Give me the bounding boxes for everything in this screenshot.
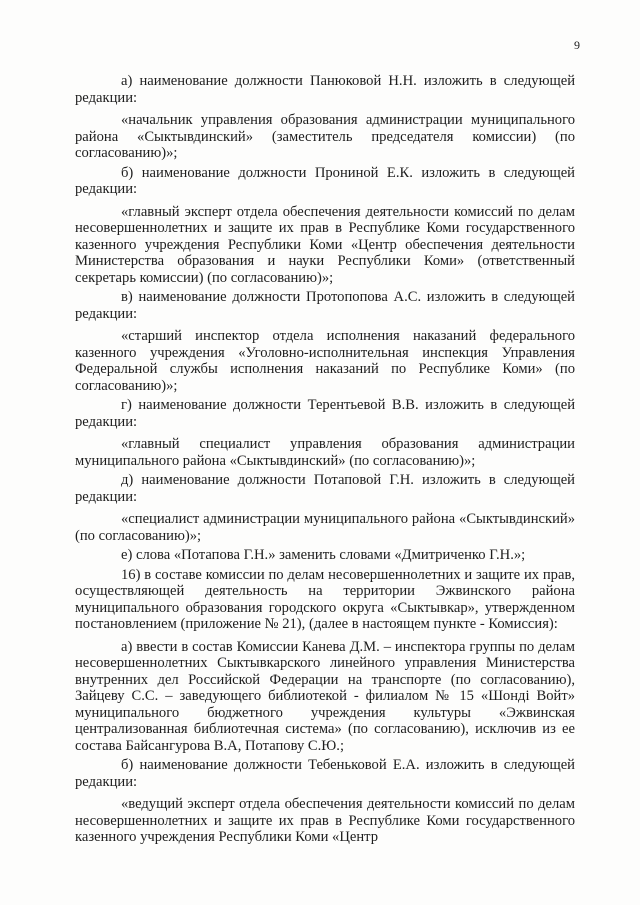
quote-tebenkova-position: «ведущий эксперт отдела обеспечения деятельности комиссий по делам несовершеннолетних и защите их прав в Республике Коми государственного казенного учреждения Республики Коми «Центр: [75, 796, 575, 845]
quote-panyukova-position: «начальник управления образования администрации муниципального района «Сыктывдинский» (заместитель председателя комиссии) (по согласованию)»;: [75, 112, 575, 161]
quote-potapova-position: «специалист администрации муниципального района «Сыктывдинский» (по согласованию)»;: [75, 511, 575, 544]
paragraph-g-terentyeva: г) наименование должности Терентьевой В.В. изложить в следующей редакции:: [75, 397, 575, 430]
paragraph-v-protopopov: в) наименование должности Протопопова А.С. изложить в следующей редакции:: [75, 289, 575, 322]
paragraph-a-add-members: а) ввести в состав Комиссии Канева Д.М. – инспектора группы по делам несовершеннолетних Сыктывкарского линейного управления Министерства внутренних дел Российской Федерации на транспорте (по согласованию), Зайцеву С.С. – заведующего библиотекой - филиалом № 15 «Шондi Войт» муниципального бюджетного учреждения культуры «Эжвинская централизованная библиотечная система» (по согласованию), исключив из ее состава Байсангурова В.А, Потапову С.Ю.;: [75, 638, 575, 754]
quote-pronina-position: «главный эксперт отдела обеспечения деятельности комиссий по делам несовершеннолетних и защите их прав в Республике Коми государственного казенного учреждения Республики Коми «Центр обеспечения деятельности Министерства образования и науки Республики Коми» (ответственный секретарь комиссии) (по согласованию)»;: [75, 203, 575, 286]
quote-terentyeva-position: «главный специалист управления образования администрации муниципального района «Сыктывдинский» (по согласованию)»;: [75, 436, 575, 469]
paragraph-e-replace-words: е) слова «Потапова Г.Н.» заменить словами «Дмитриченко Г.Н.»;: [121, 547, 526, 563]
quote-protopopov-position: «старший инспектор отдела исполнения наказаний федерального казенного учреждения «Уголовно-исполнительная инспекция Управления Федеральной службы исполнения наказаний по Республике Коми» (по согласованию)»;: [75, 328, 575, 394]
page-number: 9: [574, 38, 580, 52]
paragraph-b-pronina: б) наименование должности Прониной Е.К. изложить в следующей редакции:: [75, 164, 575, 197]
paragraph-d-potapova: д) наименование должности Потаповой Г.Н. изложить в следующей редакции:: [75, 472, 575, 505]
paragraph-b-tebenkova: б) наименование должности Тебеньковой Е.А. изложить в следующей редакции:: [75, 757, 575, 790]
paragraph-a-panyukova: а) наименование должности Панюковой Н.Н. изложить в следующей редакции:: [75, 73, 575, 106]
document-body: [75, 73, 575, 846]
paragraph-16-ezhva-commission: 16) в составе комиссии по делам несовершеннолетних и защите их прав, осуществляющей деятельность на территории Эжвинского района муниципального образования городского округа «Сыктывкар», утвержденном постановлением (приложение № 21), (далее в настоящем пункте - Комиссия):: [75, 566, 575, 632]
